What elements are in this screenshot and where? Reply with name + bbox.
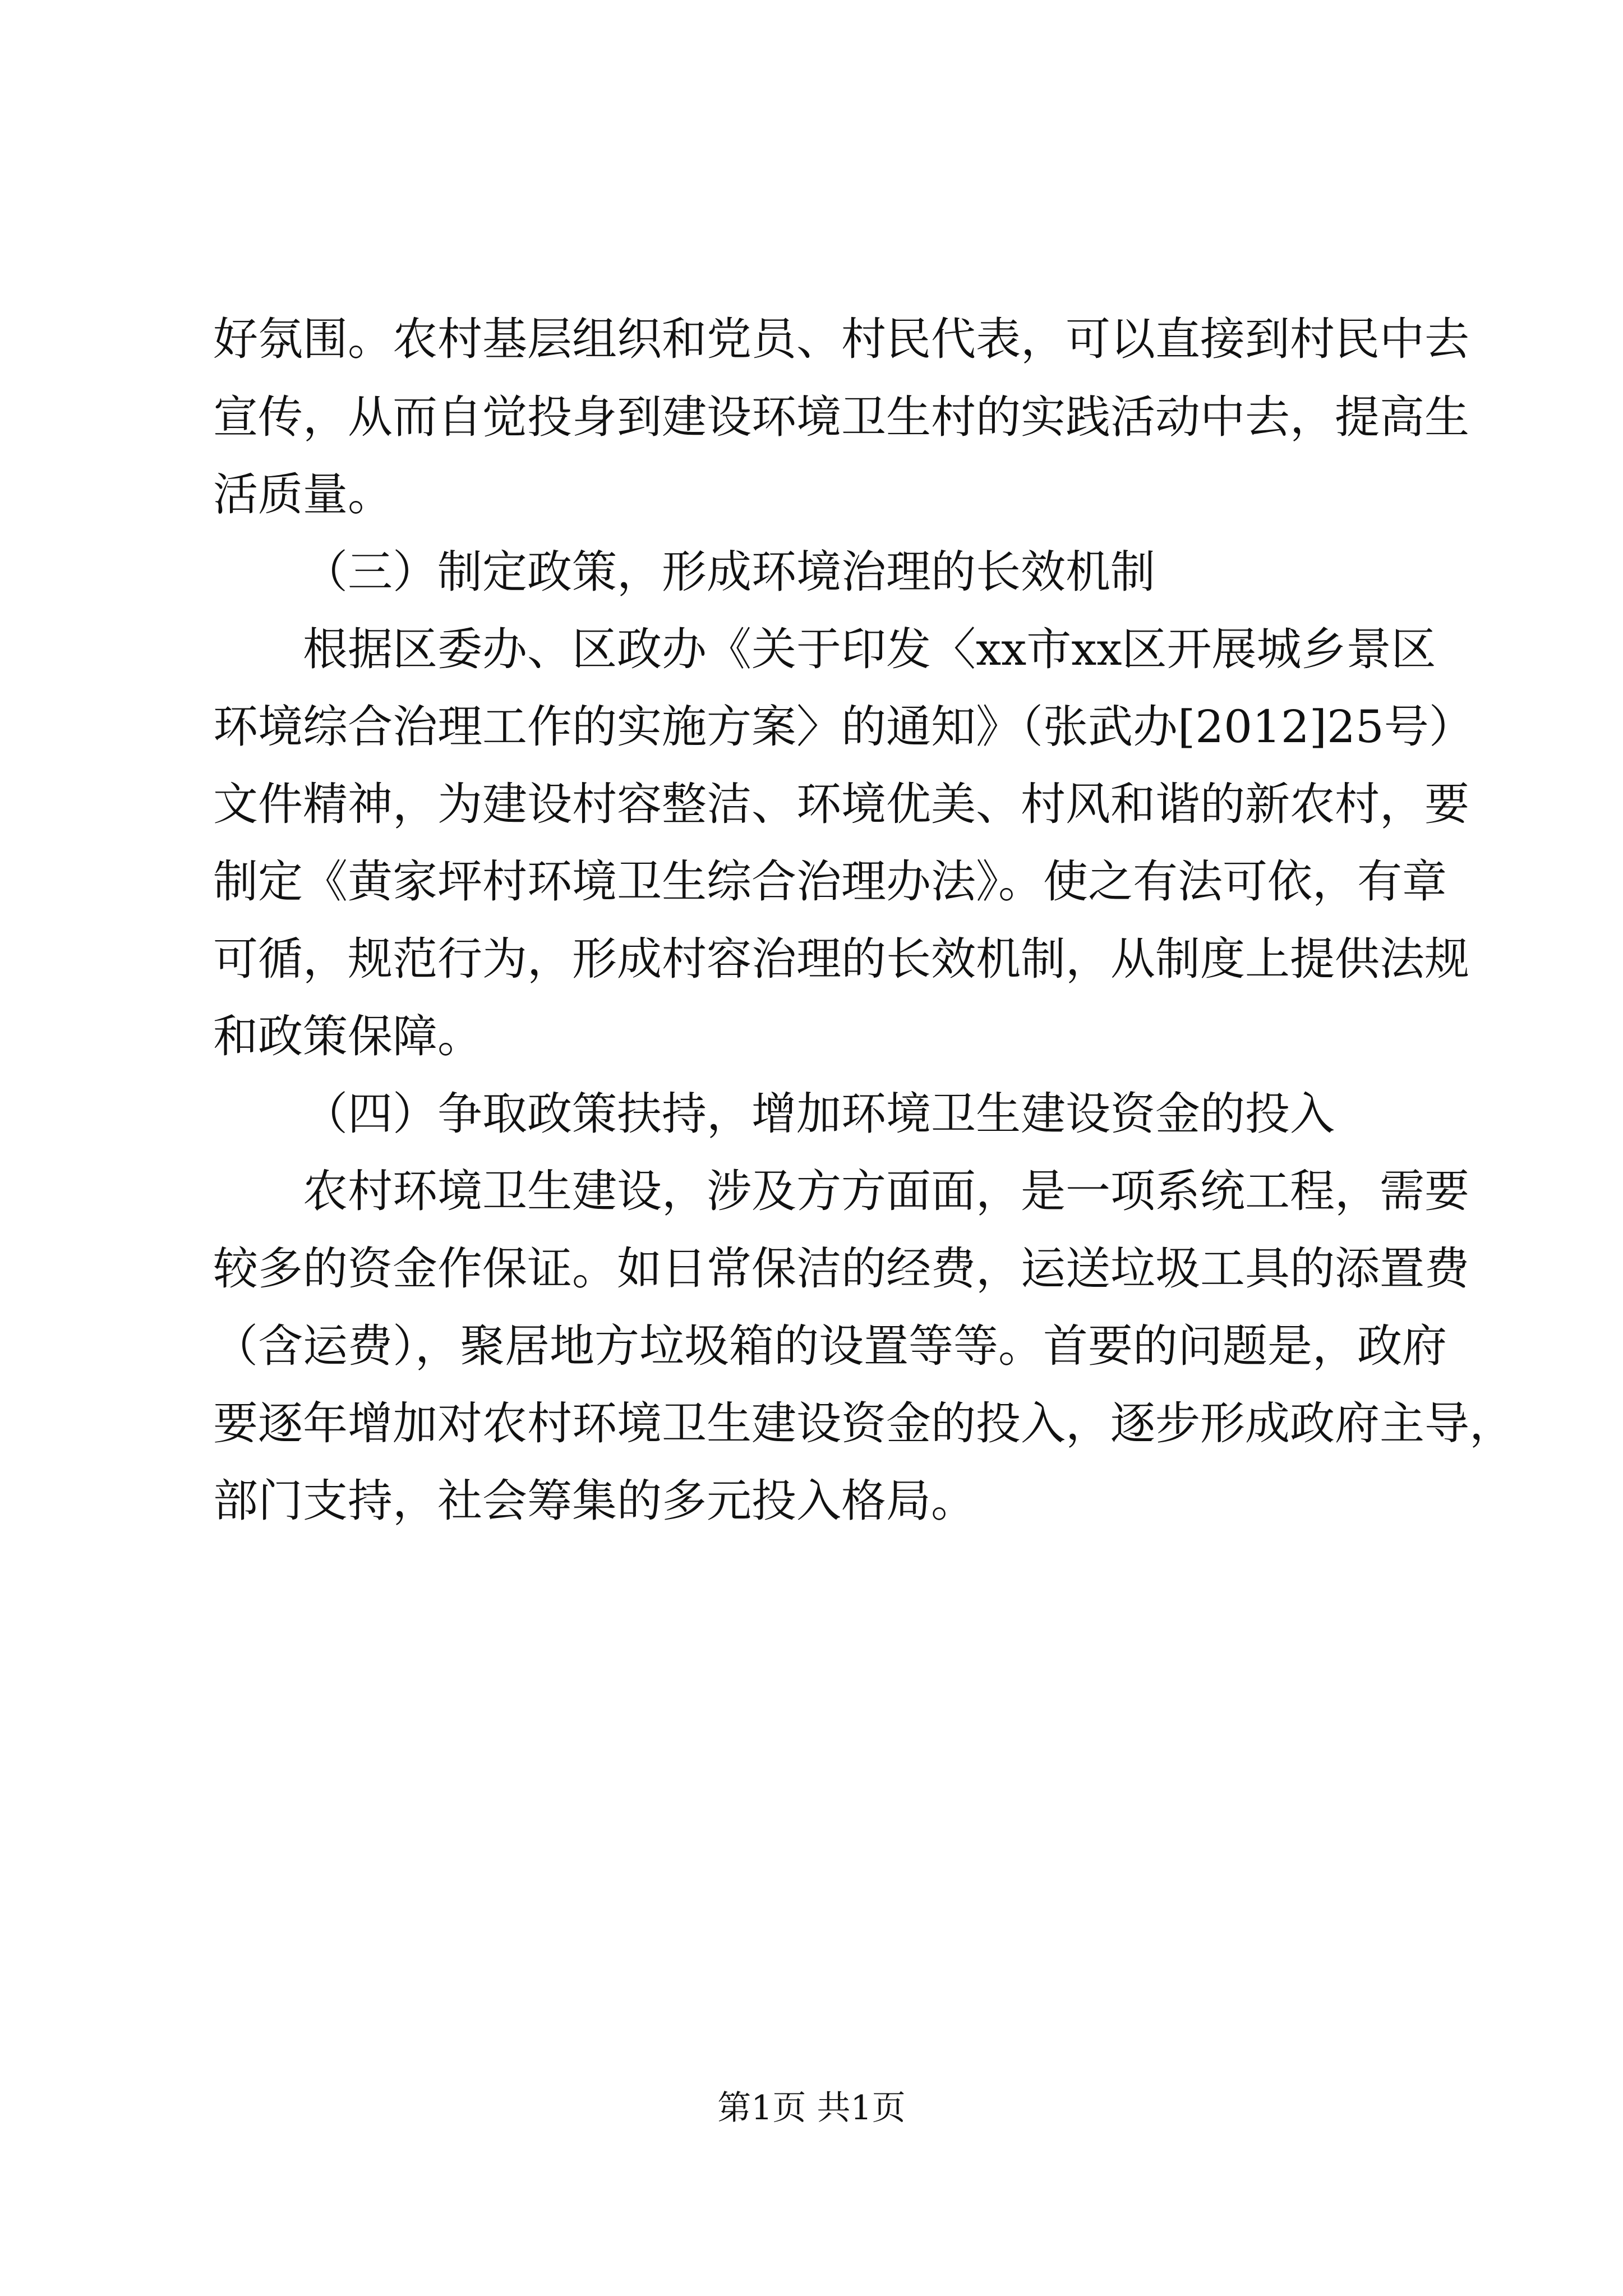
paragraph-1-line-2: 宣传，从而自觉投身到建设环境卫生村的实践活动中去，提高生 <box>213 391 1469 443</box>
paragraph-3-line-2: 较多的资金作保证。如日常保洁的经费，运送垃圾工具的添置费 <box>213 1243 1469 1295</box>
page-number-indicator: 第1页 共1页 <box>717 2088 906 2128</box>
paragraph-2-line-5: 可循，规范行为，形成村容治理的长效机制，从制度上提供法规 <box>213 933 1469 985</box>
paragraph-1-line-3: 活质量。 <box>213 468 393 521</box>
paragraph-1-line-1: 好氛围。农村基层组织和党员、村民代表，可以直接到村民中去 <box>213 313 1469 365</box>
paragraph-3-line-3: （含运费），聚居地方垃圾箱的设置等等。首要的问题是，政府 <box>213 1320 1447 1372</box>
paragraph-2-line-2: 环境综合治理工作的实施方案〉的通知》（张武办[2012]25号） <box>213 701 1474 753</box>
paragraph-2-line-1: 根据区委办、区政办《关于印发〈xx市xx区开展城乡景区 <box>303 623 1436 675</box>
paragraph-2-line-3: 文件精神，为建设村容整洁、环境优美、村风和谐的新农村，要 <box>213 778 1469 830</box>
paragraph-3-line-4: 要逐年增加对农村环境卫生建设资金的投入，逐步形成政府主导， <box>213 1397 1514 1450</box>
section-heading-3: （三）制定政策，形成环境治理的长效机制 <box>303 546 1155 598</box>
page-footer <box>0 2086 1623 2131</box>
paragraph-3-line-1: 农村环境卫生建设，涉及方方面面，是一项系统工程，需要 <box>303 1165 1469 1217</box>
section-heading-4: （四）争取政策扶持，增加环境卫生建设资金的投入 <box>303 1088 1335 1140</box>
paragraph-2-line-4: 制定《黄家坪村环境卫生综合治理办法》。使之有法可依，有章 <box>213 855 1447 908</box>
paragraph-3-line-5: 部门支持，社会筹集的多元投入格局。 <box>213 1475 976 1527</box>
paragraph-2-line-6: 和政策保障。 <box>213 1010 482 1062</box>
